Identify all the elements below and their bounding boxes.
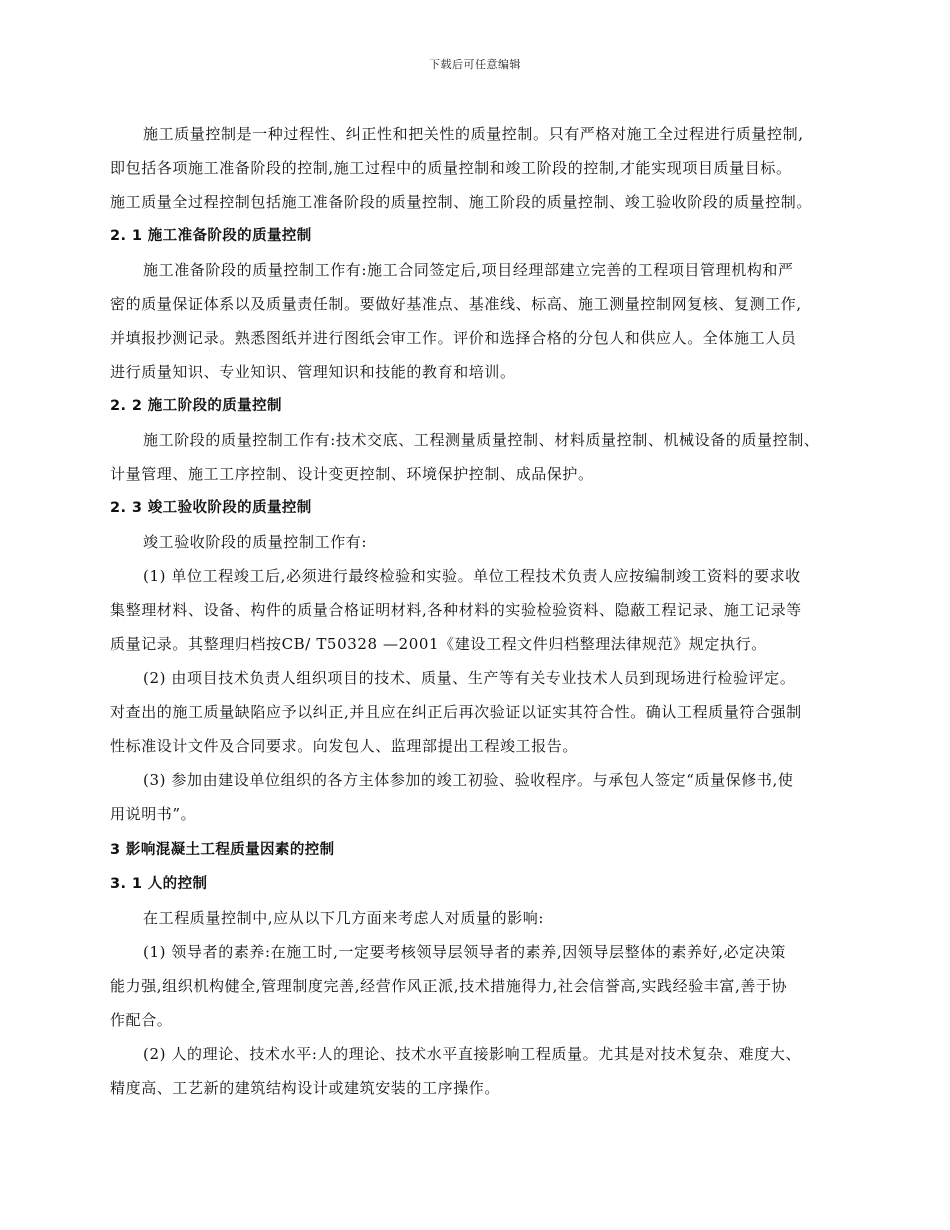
paragraph-line: 对查出的施工质量缺陷应予以纠正,并且应在纠正后再次验证以证实其符合性。确认工程质量符合强制: [110, 703, 802, 721]
paragraph-line: 施工准备阶段的质量控制工作有:施工合同签定后,项目经理部建立完善的工程项目管理机构和严: [143, 261, 794, 279]
paragraph-line: 密的质量保证体系以及质量责任制。要做好基准点、基准线、标高、施工测量控制网复核、复测工作,: [110, 295, 802, 313]
paragraph-line: (1) 领导者的素养:在施工时,一定要考核领导层领导者的素养,因领导层整体的素养好,必定决策: [143, 943, 786, 961]
section-heading: 2. 2 施工阶段的质量控制: [110, 398, 282, 414]
paragraph-line: 施工质量全过程控制包括施工准备阶段的质量控制、施工阶段的质量控制、竣工验收阶段的质量控制。: [110, 193, 813, 211]
section-heading: 2. 1 施工准备阶段的质量控制: [110, 228, 312, 244]
paragraph-line: 精度高、工艺新的建筑结构设计或建筑安装的工序操作。: [110, 1079, 501, 1097]
paragraph-line: 即包括各项施工准备阶段的控制,施工过程中的质量控制和竣工阶段的控制,才能实现项目质量目标。: [110, 159, 792, 177]
page-header: 下载后可任意编辑: [429, 58, 521, 71]
paragraph-line: 进行质量知识、专业知识、管理知识和技能的教育和培训。: [110, 363, 516, 381]
paragraph-line: (2) 人的理论、技术水平:人的理论、技术水平直接影响工程质量。尤其是对技术复杂、难度大、: [143, 1045, 802, 1063]
paragraph-line: 计量管理、施工工序控制、设计变更控制、环境保护控制、成品保护。: [110, 465, 594, 483]
paragraph-line: 在工程质量控制中,应从以下几方面来考虑人对质量的影响:: [143, 909, 545, 927]
paragraph-line: 集整理材料、设备、构件的质量合格证明材料,各种材料的实验检验资料、隐蔽工程记录、施工记录等: [110, 601, 802, 619]
section-heading: 3. 1 人的控制: [110, 876, 208, 892]
paragraph-line: 用说明书”。: [110, 805, 197, 823]
paragraph-line: (3) 参加由建设单位组织的各方主体参加的竣工初验、验收程序。与承包人签定“质量保修书,使: [143, 771, 794, 789]
paragraph-line: 作配合。: [110, 1011, 173, 1029]
paragraph-line: 性标准设计文件及合同要求。向发包人、监理部提出工程竣工报告。: [110, 737, 579, 755]
paragraph-line: 施工质量控制是一种过程性、纠正性和把关性的质量控制。只有严格对施工全过程进行质量控制,: [143, 125, 804, 143]
section-heading: 3 影响混凝土工程质量因素的控制: [110, 842, 335, 858]
section-heading: 2. 3 竣工验收阶段的质量控制: [110, 500, 312, 516]
paragraph-line: (1) 单位工程竣工后,必须进行最终检验和实验。单位工程技术负责人应按编制竣工资料的要求收: [143, 567, 801, 585]
paragraph-line: 能力强,组织机构健全,管理制度完善,经营作风正派,技术措施得力,社会信誉高,实践经验丰富,善于协: [110, 977, 788, 995]
paragraph-line: 并填报抄测记录。熟悉图纸并进行图纸会审工作。评价和选择合格的分包人和供应人。全体施工人员: [110, 329, 797, 347]
paragraph-line: 施工阶段的质量控制工作有:技术交底、工程测量质量控制、材料质量控制、机械设备的质量控制、: [143, 431, 820, 449]
paragraph-line: (2) 由项目技术负责人组织项目的技术、质量、生产等有关专业技术人员到现场进行检验评定。: [143, 669, 796, 687]
paragraph-line: 竣工验收阶段的质量控制工作有:: [143, 533, 368, 551]
paragraph-line: 质量记录。其整理归档按CB/ T50328 —2001《建设工程文件归档整理法律规范》规定执行。: [110, 635, 767, 653]
